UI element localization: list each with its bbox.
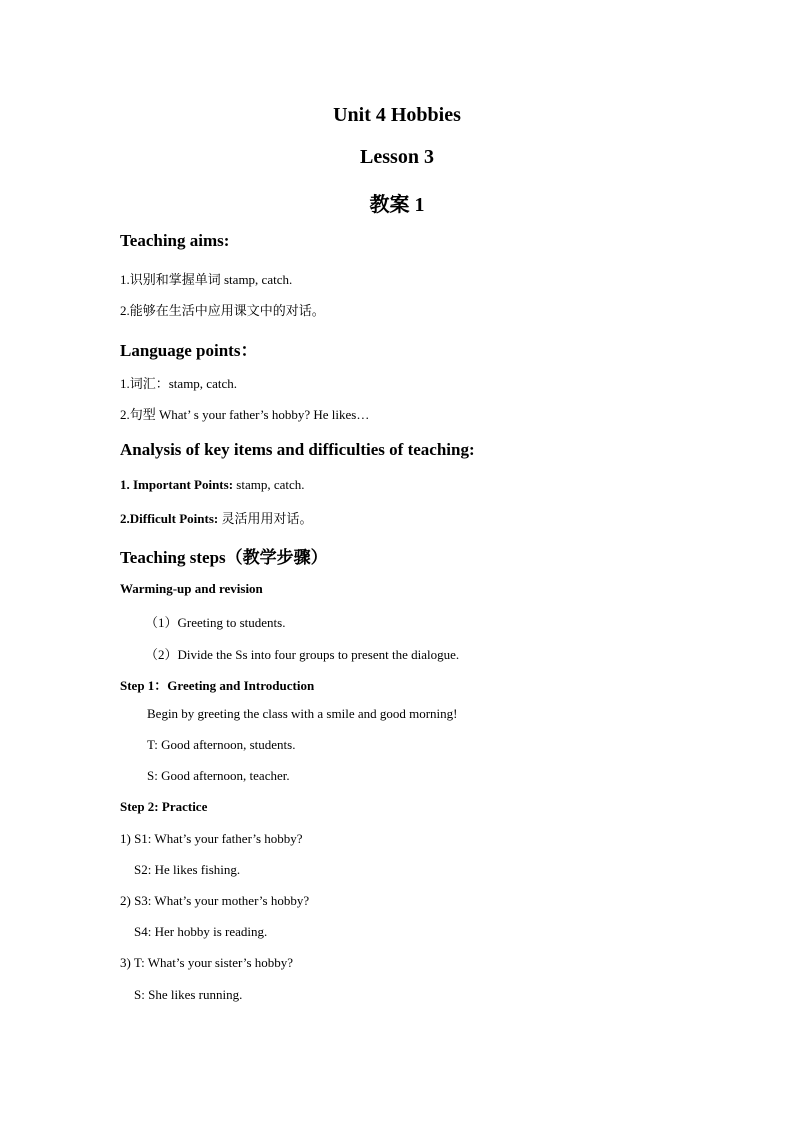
language-points-heading: Language points： [120, 341, 258, 360]
teaching-aim-item: 1.识别和掌握单词 stamp, catch. [120, 272, 293, 287]
unit-title: Unit 4 Hobbies [333, 104, 461, 126]
step2-line: 2) S3: What’s your mother’s hobby? [120, 893, 310, 908]
teaching-steps-heading: Teaching steps（教学步骤） [120, 548, 328, 567]
important-points-text: stamp, catch. [233, 477, 305, 492]
important-points-label: 1. Important Points: [120, 477, 234, 492]
step2-line: 3) T: What’s your sister’s hobby? [120, 955, 294, 970]
important-points [120, 477, 305, 493]
warmup-item: （2）Divide the Ss into four groups to present the dialogue. [145, 647, 460, 662]
teaching-aim-item: 2.能够在生活中应用课文中的对话。 [120, 303, 325, 318]
difficult-points-label: 2.Difficult Points: [120, 511, 219, 526]
step1-heading: Step 1：Greeting and Introduction [120, 678, 315, 693]
step2-line: S: She likes running. [134, 987, 243, 1002]
teaching-aims-heading: Teaching aims: [120, 231, 230, 250]
step2-line: S4: Her hobby is reading. [134, 924, 268, 939]
lesson-title: Lesson 3 [360, 146, 434, 168]
plan-title: 教案 1 [369, 194, 425, 216]
difficult-points [120, 508, 312, 527]
step1-line: Begin by greeting the class with a smile and good morning! [147, 706, 458, 721]
step1-line: T: Good afternoon, students. [147, 737, 296, 752]
language-point-item: 2.句型 What’ s your father’s hobby? He likes… [120, 407, 370, 422]
warmup-item: （1）Greeting to students. [145, 615, 286, 630]
step2-heading: Step 2: Practice [120, 799, 208, 814]
language-point-item: 1.词汇：stamp, catch. [120, 376, 237, 391]
analysis-heading: Analysis of key items and difficulties of teaching: [120, 440, 475, 459]
step2-line: S2: He likes fishing. [134, 862, 241, 877]
step1-line: S: Good afternoon, teacher. [147, 768, 290, 783]
difficult-points-text: 灵活用用对话。 [218, 511, 313, 526]
step2-line: 1) S1: What’s your father’s hobby? [120, 831, 303, 846]
warmup-heading: Warming-up and revision [120, 581, 263, 596]
